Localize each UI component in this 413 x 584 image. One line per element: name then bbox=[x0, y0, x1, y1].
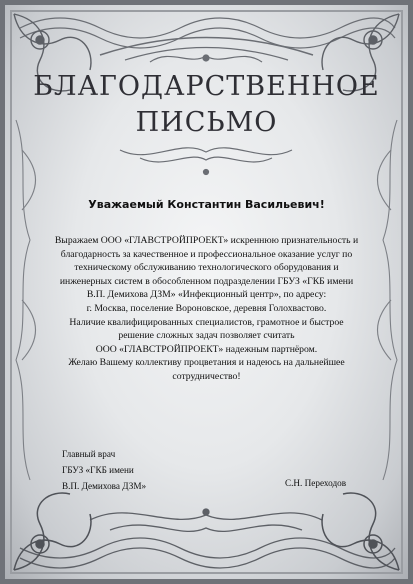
body-line: В.П. Демихова ДЗМ» «Инфекционный центр», по адресу: bbox=[86, 289, 327, 301]
signatory-position-line: В.П. Демихова ДЗМ» bbox=[62, 481, 147, 491]
bottom-ornament-band bbox=[20, 509, 395, 568]
body-line: техническому обслуживанию технологического оборудования и bbox=[74, 262, 339, 274]
signatory-position bbox=[62, 446, 146, 494]
bottom-right-corner-flourish bbox=[322, 493, 399, 570]
body-line: решение сложных задач позволяет считать bbox=[118, 330, 295, 342]
title-line-2: ПИСЬМО bbox=[135, 107, 278, 138]
signatory-position-line: ГБУЗ «ГКБ имени bbox=[62, 465, 134, 475]
body-line: Выражаем ООО «ГЛАВСТРОЙПРОЕКТ» искреннюю признательность и bbox=[54, 235, 359, 246]
signatory-name: С.Н. Переходов bbox=[285, 478, 347, 488]
header-ornament bbox=[150, 55, 262, 62]
bottom-left-corner-flourish bbox=[14, 493, 91, 570]
title-underline-ornament bbox=[120, 148, 292, 175]
body-line: сотрудничество! bbox=[172, 370, 241, 382]
letter-body bbox=[30, 234, 383, 384]
greeting: Уважаемый Константин Васильевич! bbox=[88, 198, 325, 211]
body-line: ООО «ГЛАВСТРОЙПРОЕКТ» надежным партнёром. bbox=[95, 343, 318, 355]
body-line: Наличие квалифицированных специалистов, грамотное и быстрое bbox=[69, 316, 344, 328]
title-line-1: БЛАГОДАРСТВЕННОЕ bbox=[33, 71, 380, 102]
body-line: благодарность за качественное и профессиональное оказание услуг по bbox=[60, 248, 353, 260]
top-ornament-band bbox=[20, 18, 395, 60]
body-line: инженерных систем в обособленном подразделении ГБУЗ «ГКБ имени bbox=[59, 275, 354, 287]
body-line: г. Москва, поселение Вороновское, деревня Голохвастово. bbox=[86, 302, 327, 314]
letter-title bbox=[0, 70, 413, 140]
body-line: Желаю Вашему коллективу процветания и надеюсь на дальнейшее bbox=[68, 357, 345, 369]
signatory-position-line: Главный врач bbox=[62, 449, 116, 459]
